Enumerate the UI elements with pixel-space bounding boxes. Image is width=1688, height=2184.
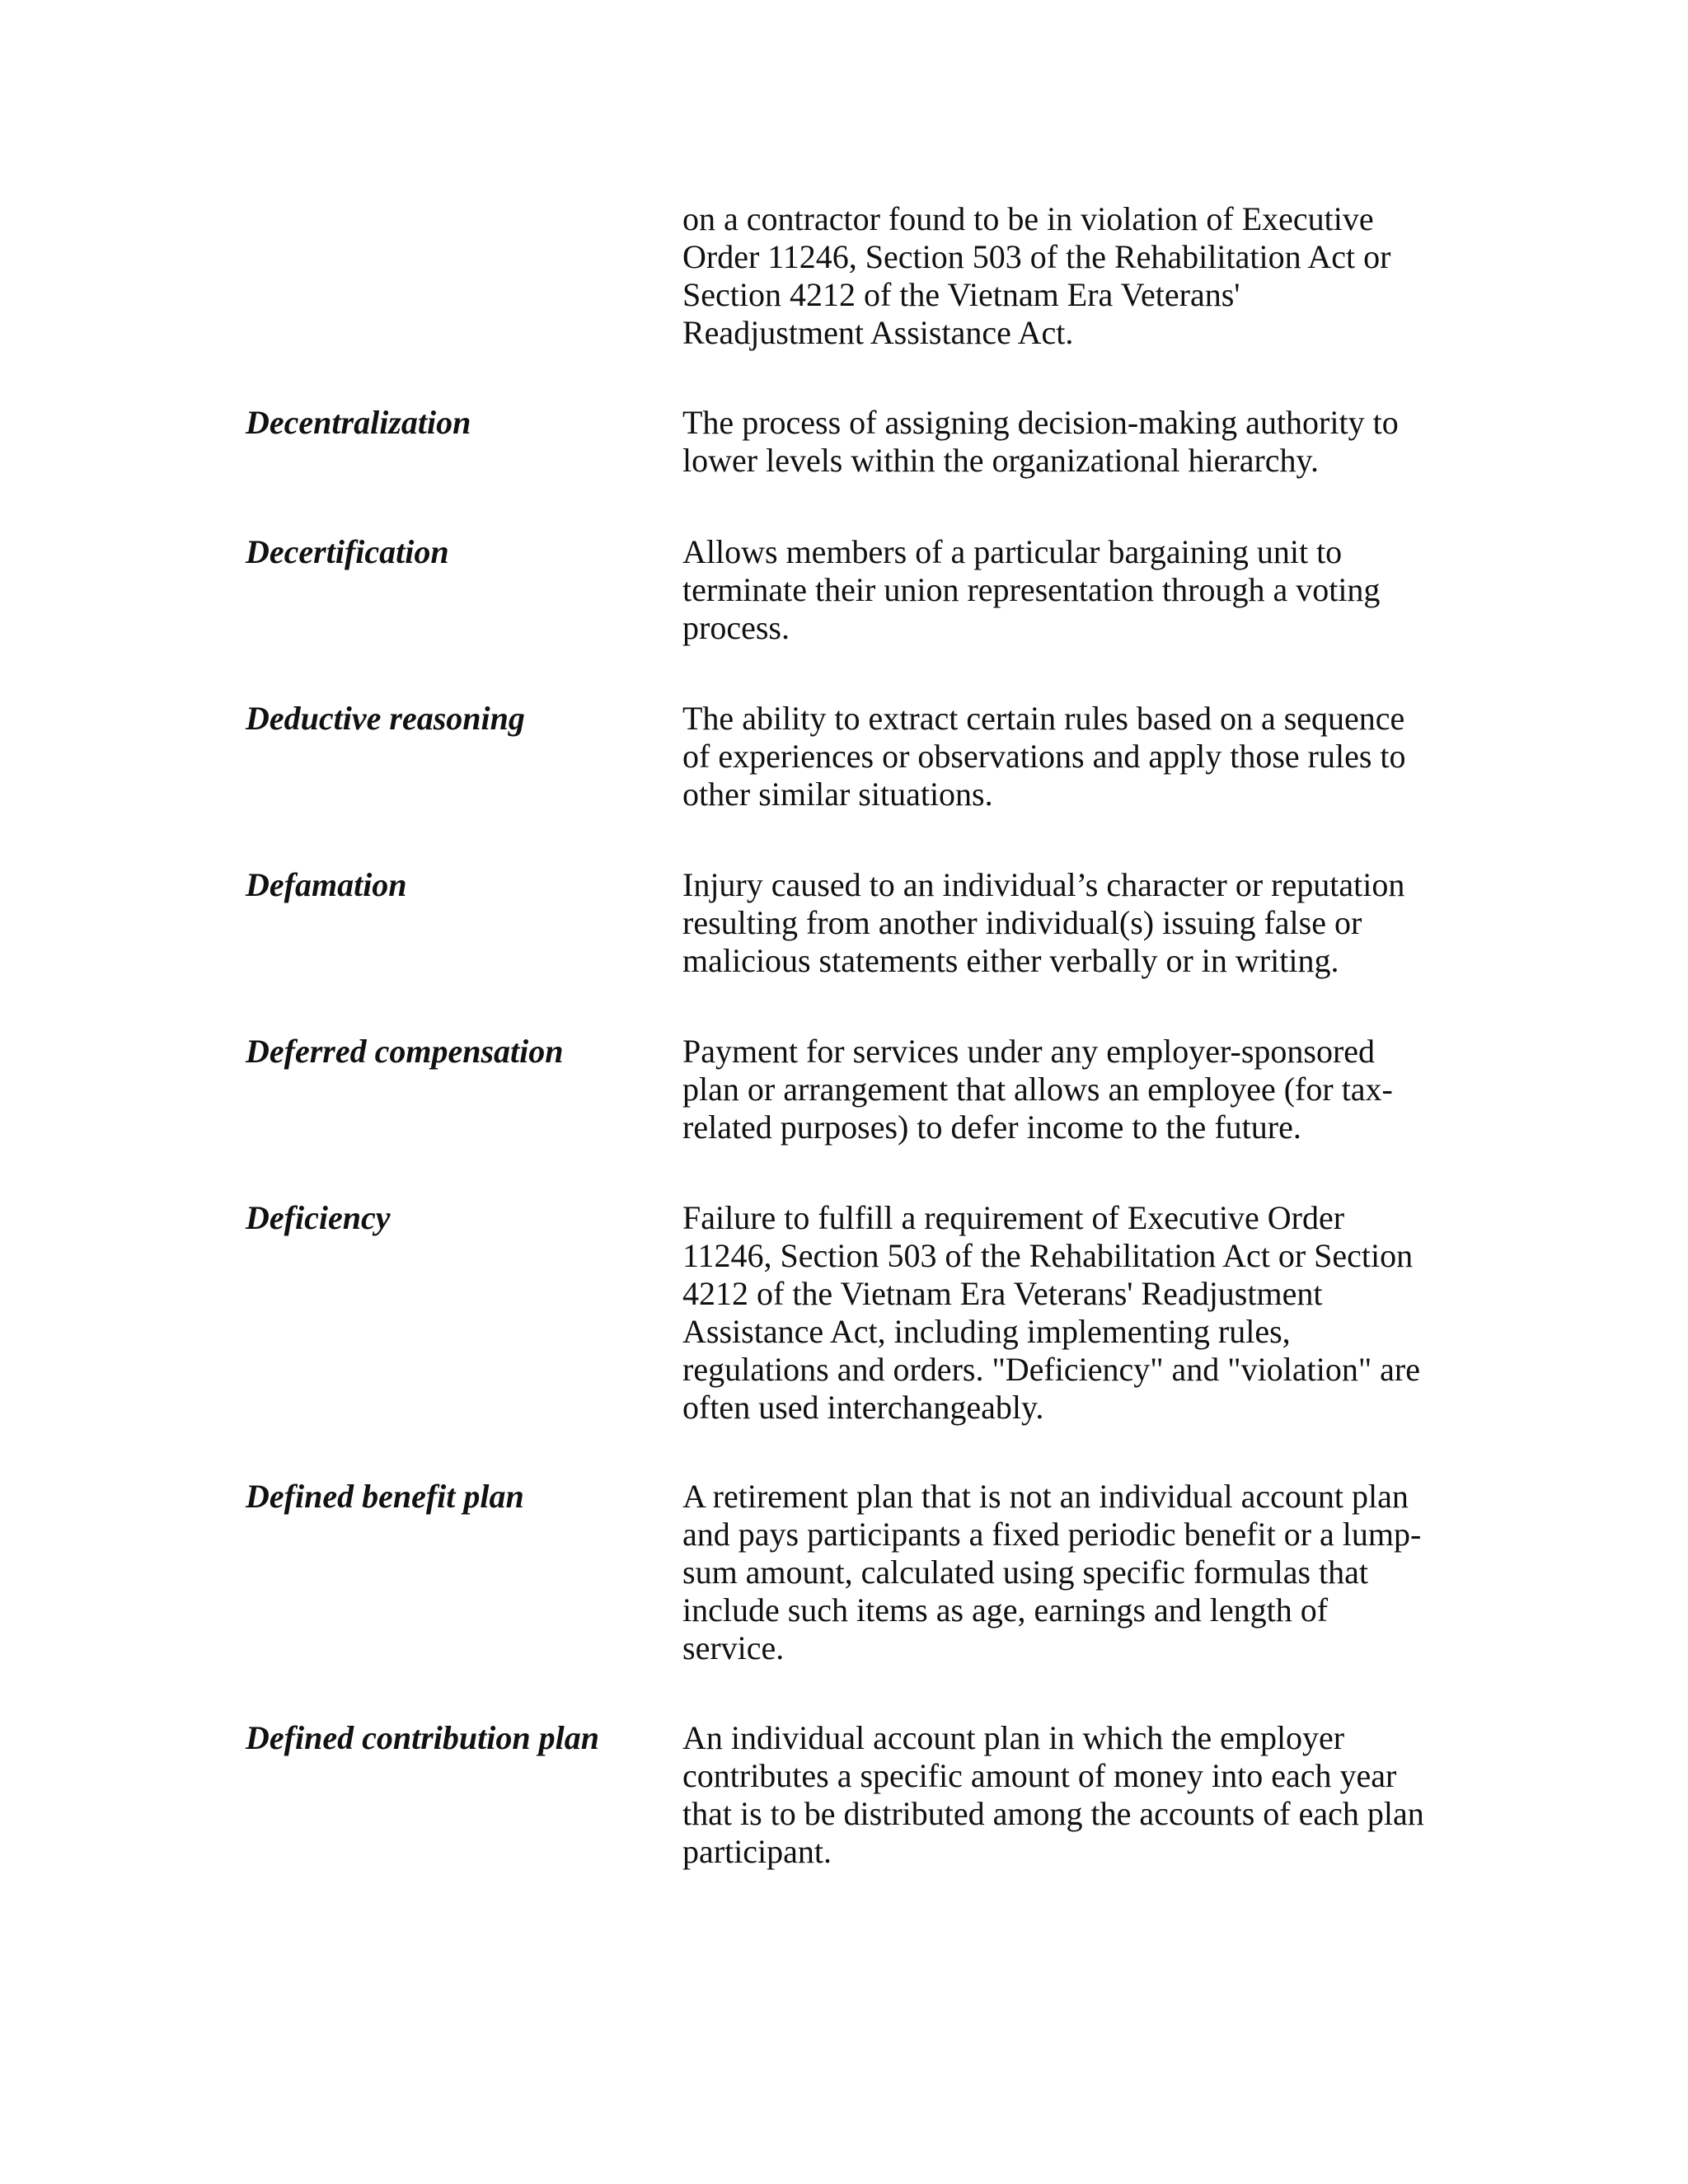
definition-line: that is to be distributed among the accounts of each plan (682, 1795, 1424, 1832)
definition-line: related purposes) to defer income to the future. (682, 1108, 1301, 1146)
definition-line: 11246, Section 503 of the Rehabilitation Act or Section (682, 1237, 1414, 1274)
definition-line: lower levels within the organizational hierarchy. (682, 442, 1319, 479)
definition-line: Injury caused to an individual’s character or reputation (682, 866, 1405, 903)
definition-line: and pays participants a fixed periodic benefit or a lump- (682, 1516, 1422, 1553)
definition-line: on a contractor found to be in violation of Executive (682, 200, 1374, 237)
definition-line: plan or arrangement that allows an employee (for tax- (682, 1071, 1393, 1108)
definition-line: participant. (682, 1833, 832, 1870)
definition-line: often used interchangeably. (682, 1389, 1044, 1426)
definition-line: Section 4212 of the Vietnam Era Veterans' (682, 276, 1240, 313)
definition-line: Failure to fulfill a requirement of Executive Order (682, 1199, 1345, 1236)
glossary-definition (682, 1719, 1424, 1871)
glossary-definition (682, 1033, 1424, 1146)
glossary-definition (682, 1199, 1424, 1427)
glossary-definition (682, 533, 1424, 647)
glossary-term: Defined contribution plan (246, 1719, 599, 1756)
definition-line: 4212 of the Vietnam Era Veterans' Readjustment (682, 1275, 1323, 1312)
definition-line: sum amount, calculated using specific formulas that (682, 1554, 1368, 1591)
definition-line: regulations and orders. "Deficiency" and "violation" are (682, 1351, 1420, 1388)
definition-line: Assistance Act, including implementing rules, (682, 1313, 1291, 1350)
definition-line: terminate their union representation through a voting (682, 571, 1381, 608)
glossary-definition (682, 404, 1424, 480)
glossary-definition (682, 1478, 1424, 1667)
definition-line: contributes a specific amount of money into each year (682, 1757, 1397, 1794)
definition-line: resulting from another individual(s) issuing false or (682, 904, 1362, 941)
definition-line: Order 11246, Section 503 of the Rehabilitation Act or (682, 238, 1391, 275)
definition-line: Readjustment Assistance Act. (682, 314, 1074, 351)
glossary-term: Deferred compensation (246, 1033, 564, 1070)
definition-line: include such items as age, earnings and length of (682, 1591, 1329, 1629)
glossary-term: Defined benefit plan (246, 1478, 524, 1515)
definition-line: Allows members of a particular bargaining unit to (682, 533, 1343, 570)
glossary-definition (682, 866, 1424, 980)
definition-line: service. (682, 1629, 785, 1666)
glossary-term: Decertification (246, 533, 449, 570)
definition-line: malicious statements either verbally or in writing. (682, 942, 1339, 979)
glossary-term: Defamation (246, 866, 407, 903)
glossary-term: Deductive reasoning (246, 700, 525, 737)
definition-line: A retirement plan that is not an individual account plan (682, 1478, 1409, 1515)
continued-definition (682, 200, 1424, 352)
glossary-definition (682, 700, 1424, 813)
definition-line: The process of assigning decision-making authority to (682, 404, 1399, 441)
definition-line: The ability to extract certain rules based on a sequence (682, 700, 1405, 737)
definition-line: An individual account plan in which the employer (682, 1719, 1345, 1756)
definition-line: Payment for services under any employer-sponsored (682, 1033, 1376, 1070)
glossary-term: Deficiency (246, 1199, 391, 1236)
definition-line: process. (682, 609, 790, 646)
definition-line: other similar situations. (682, 776, 993, 813)
glossary-term: Decentralization (246, 404, 471, 441)
definition-line: of experiences or observations and apply those rules to (682, 738, 1406, 775)
